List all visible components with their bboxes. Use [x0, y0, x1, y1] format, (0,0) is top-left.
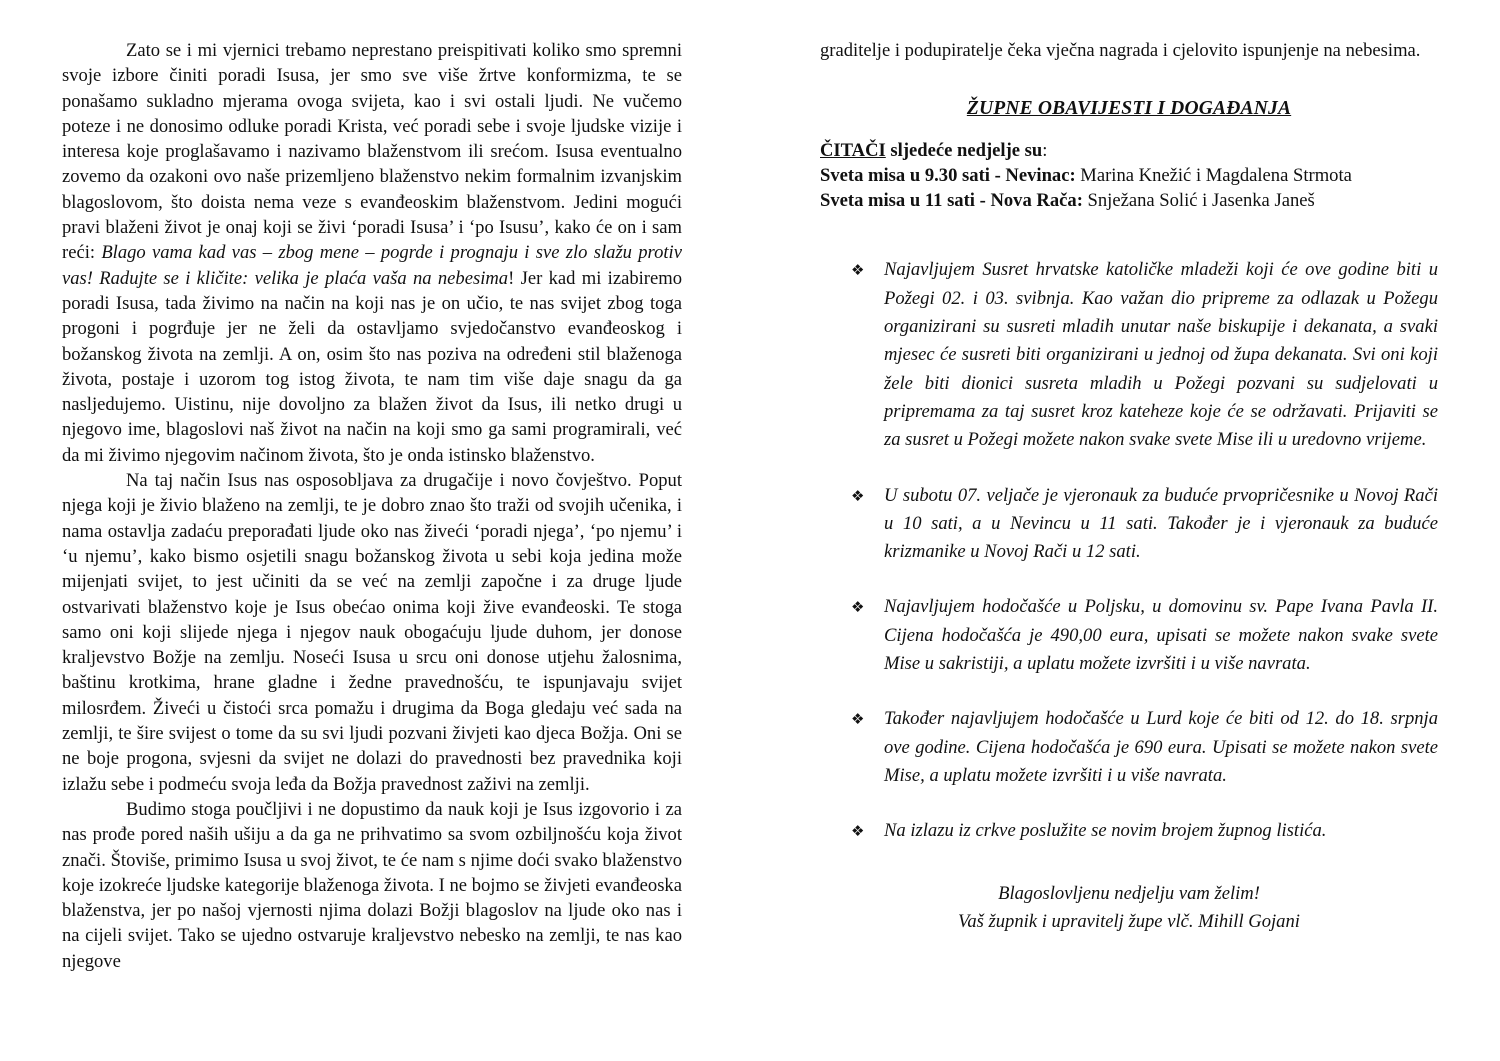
left-column	[62, 38, 682, 974]
announcement-item: ❖ Najavljujem Susret hrvatske katoličke mladeži koji će ove godine biti u Požegi 02. i 03. svibnja. Kao važan dio pripreme za odlazak u Požegu organizirani su susreti mladih unutar naše biskupije i dekanata, a svaki mjesec će susreti biti organizirani u jednoj od župa dekanata. Svi oni koji žele biti dionici susreta mladih u Požegi pozvani su sudjelovati u pripremama za taj susret kroz kateheze koje će se održavati. Prijaviti se za susret u Požegi možete nakon svake svete Mise ili u uredovno vrijeme.	[820, 256, 1438, 454]
readers-mass-2: Sveta misa u 11 sati - Nova Rača: Snježana Solić i Jasenka Janeš	[820, 190, 1315, 212]
readers-label: ČITAČI	[820, 139, 886, 161]
diamond-bullet-icon: ❖	[851, 822, 865, 841]
diamond-bullet-icon: ❖	[851, 710, 865, 729]
signature-line: Vaš župnik i upravitelj župe vlč. Mihill Gojani	[958, 910, 1300, 932]
section-heading: ŽUPNE OBAVIJESTI I DOGAĐANJA	[966, 98, 1292, 120]
body-paragraph-1: Zato se i mi vjernici trebamo neprestano preispitivati koliko smo spremni svoje izbore činiti poradi Isusa, jer smo sve više žrtve konformizma, te se ponašamo sukladno mjerama ovoga svijeta, kao i svi ostali ljudi. Ne vučemo poteze i ne donosimo odluke poradi Krista, već poradi sebe i svoje ljudske vizije i interesa koje proglašavamo i nazivamo blaženstvom ili srećom. Isusa eventualno zovemo da ozakoni ovo naše prizemljeno blaženstvo nekim formalnim izvanjskim blagoslovom, što doista nema veze s evanđeoskim blaženstvom. Jedini mogući pravi blaženi život je onaj koji se živi ‘poradi Isusa’ i ‘po Isusu’, kako će on i sam reći: Blago vama kad vas – zbog mene – pogrde i prognaju i sve zlo slažu protiv vas! Radujte se i kličite: velika je plaća vaša na nebesima! Jer kad mi izabiremo poradi Isusa, tada živimo na način na koji nas je on učio, te nas svijet zbog toga progoni i pogrđuje jer ne želi da ostavljamo svjedočanstvo evanđeoskog i božanskog života na zemlji. A on, osim što nas poziva na određeni stil blaženoga života, postaje i uzorom tog istog života, te nam tim više daje snagu da ga nasljedujemo. Uistinu, nije dovoljno za blažen život da Isus, ili netko drugi u njegovo ime, blagoslovi naš život na način na koji smo ga sami programirali, već da mi živimo njegovim načinom života, što je onda istinsko blaženstvo.	[62, 40, 682, 466]
readers-mass-1: Sveta misa u 9.30 sati - Nevinac: Marina Knežić i Magdalena Strmota	[820, 164, 1352, 186]
announcement-list	[820, 256, 1438, 845]
readers-title: ČITAČI sljedeće nedjelje su:	[820, 139, 1048, 161]
body-paragraph-3: Budimo stoga poučljivi i ne dopustimo da nauk koji je Isus izgovorio i za nas prođe pored naših ušiju a da ga ne prihvatimo sa svom ozbiljnošću koja život znači. Štoviše, primimo Isusa u svoj život, te će nam s njime doći svako blaženstvo koje izokreće ljudske kategorije blaženoga života. I ne bojmo se živjeti evanđeoska blaženstva, jer po našoj vjernosti njima dolazi Božji blagoslov na ljude oko nas i na cijeli svijet. Tako se ujedno ostvaruje kraljevstvo nebesko na zemlji, te nas kao njegove	[62, 798, 682, 972]
announcement-item: ❖ Također najavljujem hodočašće u Lurd koje će biti od 12. do 18. srpnja ove godine. Cijena hodočašća je 690 eura. Upisati se možete nakon svete Mise, a uplatu možete izvršiti i u više navrata.	[820, 705, 1438, 790]
diamond-bullet-icon: ❖	[851, 598, 865, 617]
diamond-bullet-icon: ❖	[851, 261, 865, 280]
closing-signature	[820, 880, 1438, 936]
announcement-item: ❖ Najavljujem hodočašće u Poljsku, u domovinu sv. Pape Ivana Pavla II. Cijena hodočašća je 490,00 eura, upisati se možete nakon svake svete Mise u sakristiji, a uplatu možete izvršiti i u više navrata.	[820, 593, 1438, 678]
diamond-bullet-icon: ❖	[851, 486, 865, 505]
announcement-item: ❖ Na izlazu iz crkve poslužite se novim brojem župnog listića.	[820, 817, 1438, 845]
announcement-item: ❖ U subotu 07. veljače je vjeronauk za buduće prvopričesnike u Novoj Rači u 10 sati, a u Nevincu u 11 sati. Također je i vjeronauk za buduće krizmanike u Novoj Rači u 12 sati.	[820, 482, 1438, 567]
body-paragraph-2: Na taj način Isus nas osposobljava za drugačije i novo čovještvo. Poput njega koji je živio blaženo na zemlji, te je dobro znao što traži od svojih učenika, i nama ostavlja zadaću preporađati ljude oko nas živeći ‘poradi njega’, ‘po njemu’ i ‘u njemu’, kako bismo osjetili snagu božanskog života u sebi koja jedina može mijenjati svijet, to jest učiniti da se već na zemlji započne i za druge ljude ostvarivati blaženstvo koje je Isus obećao onima koji žive evanđeoski. Te stoga samo oni koji slijede njega i njegov nauk obogaćuju ljude duhom, jer donose kraljevstvo Božje na zemlju. Noseći Isusa u srcu oni donose utjehu žalosnima, baštinu krotkima, hrane gladne i žedne pravednošću, te ispunjavaju svijet milosrđem. Živeći u čistoći srca pomažu i drugima da Boga gledaju već sada na zemlji, te šire svijest o tome da su svi ljudi pozvani živjeti kao djeca Božja. Oni se ne boje progona, svjesni da svijet ne dolazi do pravednosti bez pravednika koji izlažu sebe i podmeću svoja leđa da Božja pravednost zaživi na zemlji.	[62, 470, 682, 795]
scripture-quote: Blago vama kad vas – zbog mene – pogrde i prognaju i sve zlo slažu protiv vas! Radujte se i kličite: velika je plaća vaša na nebesima	[62, 242, 682, 289]
blessing-line: Blagoslovljenu nedjelju vam želim!	[998, 882, 1260, 904]
right-column	[820, 38, 1438, 936]
continuation-paragraph: graditelje i podupiratelje čeka vječna nagrada i cjelovito ispunjenje na nebesima.	[820, 40, 1421, 61]
